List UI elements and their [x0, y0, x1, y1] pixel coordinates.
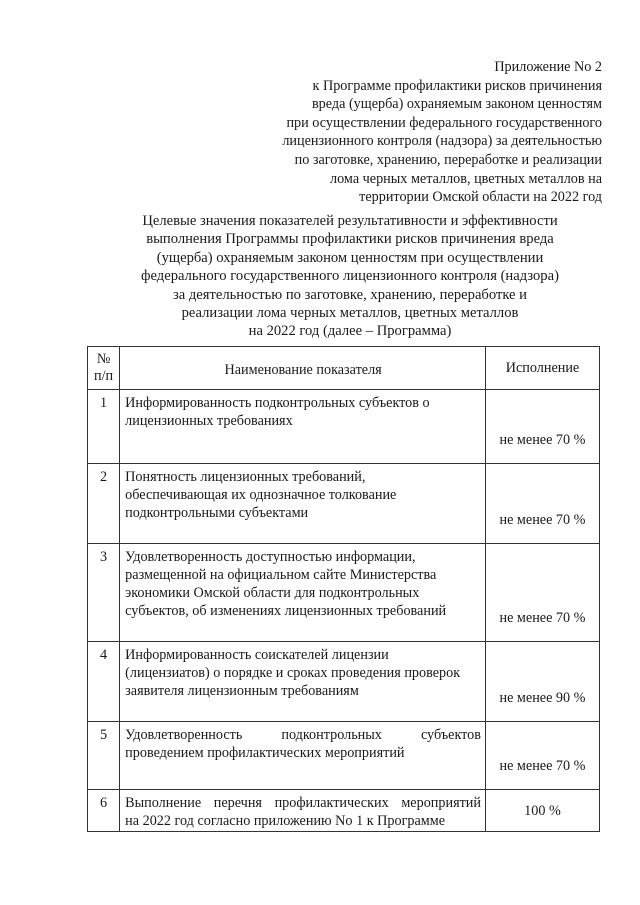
annex-line: вреда (ущерба) охраняемым законом ценностям [311, 96, 602, 113]
row-name-line: Выполнение перечня профилактических мероприятий [125, 795, 481, 811]
title-line: за деятельностью по заготовке, хранению, переработке и [172, 286, 527, 303]
row-name-line: Информированность подконтрольных субъектов о [125, 395, 430, 411]
row-name-line: экономики Омской области для подконтрольных [125, 585, 420, 601]
row-name [120, 390, 486, 464]
row-name-line: обеспечивающая их однозначное толкование [125, 487, 397, 503]
row-name [120, 790, 486, 832]
header-num-line: № [96, 351, 111, 367]
row-name-line: на 2022 год согласно приложению No 1 к Программе [125, 813, 446, 829]
row-result: не менее 70 % [485, 390, 599, 464]
title-line: реализации лома черных металлов, цветных металлов [181, 305, 519, 322]
header-num-line: п/п [94, 368, 114, 384]
title-line: выполнения Программы профилактики рисков причинения вреда [146, 231, 554, 248]
header-num [88, 347, 120, 390]
header-result: Исполнение [485, 347, 599, 390]
row-num: 5 [88, 722, 120, 790]
row-name [120, 464, 486, 544]
table-row [88, 390, 600, 464]
header-name: Наименование показателя [120, 347, 486, 390]
annex-line: Приложение No 2 [494, 59, 602, 75]
row-num: 3 [88, 544, 120, 642]
row-name-line: Удовлетворенность доступностью информации, [125, 549, 416, 565]
row-num: 2 [88, 464, 120, 544]
row-name [120, 722, 486, 790]
annex-line: по заготовке, хранению, переработке и реализации [294, 151, 602, 168]
row-name-line: (лицензиатов) о порядке и сроках проведения проверок [125, 665, 461, 681]
table-header-row [88, 347, 600, 390]
row-result: не менее 70 % [485, 722, 599, 790]
annex-line: лицензионного контроля (надзора) за деятельностью [282, 133, 602, 150]
row-result: не менее 90 % [485, 642, 599, 722]
indicators-table [87, 346, 600, 832]
row-name-line: размещенной на официальном сайте Министерства [125, 567, 437, 583]
row-name-line: Удовлетворенность подконтрольных субъектов [125, 727, 481, 743]
row-name [120, 642, 486, 722]
title-line: федерального государственного лицензионного контроля (надзора) [141, 268, 559, 285]
table-row [88, 790, 600, 832]
row-name-line: проведением профилактических мероприятий [125, 745, 405, 761]
annex-line: лома черных металлов, цветных металлов на [330, 170, 602, 187]
row-name-line: заявителя лицензионным требованиям [125, 683, 359, 699]
title-line: (ущерба) охраняемым законом ценностям при осуществлении [156, 249, 544, 266]
row-num: 1 [88, 390, 120, 464]
annex-line: территории Омской области на 2022 год [359, 189, 602, 206]
annex-line: при осуществлении федерального государственного [286, 114, 602, 131]
row-name-line: лицензионных требованиях [125, 413, 293, 429]
row-num: 6 [88, 790, 120, 832]
annex-line: к Программе профилактики рисков причинения [312, 77, 602, 94]
table-row [88, 722, 600, 790]
title-line: на 2022 год (далее – Программа) [248, 323, 452, 340]
table-row [88, 464, 600, 544]
title-line: Целевые значения показателей результативности и эффективности [142, 213, 558, 229]
row-result: не менее 70 % [485, 464, 599, 544]
row-name [120, 544, 486, 642]
row-result: 100 % [485, 790, 599, 832]
row-name-line: субъектов, об изменениях лицензионных требований [125, 603, 447, 619]
row-name-line: подконтрольными субъектами [125, 505, 309, 521]
row-name-line: Информированность соискателей лицензии [125, 647, 389, 663]
annex-header [242, 58, 602, 207]
table-row [88, 642, 600, 722]
row-num: 4 [88, 642, 120, 722]
table-row [88, 544, 600, 642]
row-name-line: Понятность лицензионных требований, [125, 469, 366, 485]
row-result: не менее 70 % [485, 544, 599, 642]
document-title [110, 212, 590, 341]
